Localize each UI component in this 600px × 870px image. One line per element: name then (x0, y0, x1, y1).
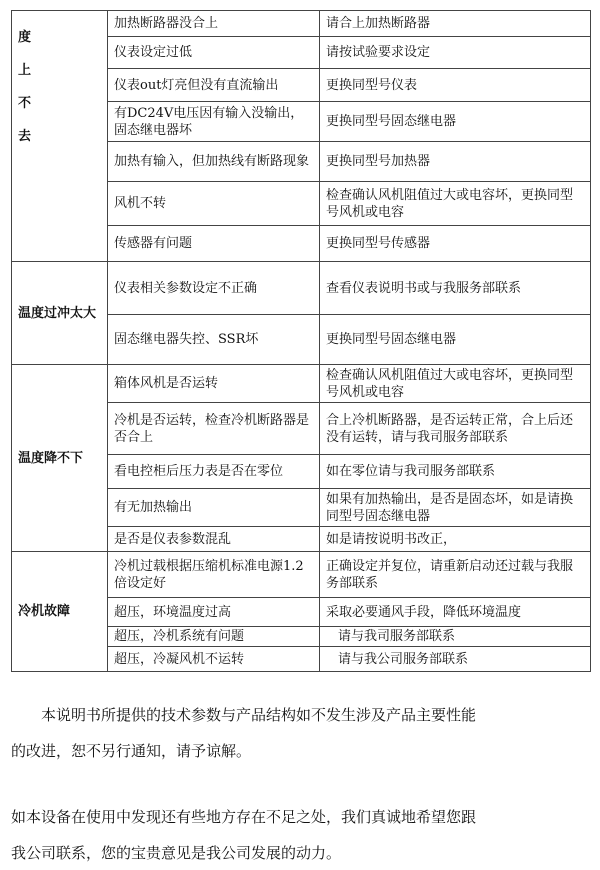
solution-cell: 更换同型号传感器 (320, 226, 591, 262)
solution-cell: 如在零位请与我司服务部联系 (320, 455, 591, 489)
cause-cell: 加热有输入，但加热线有断路现象 (108, 142, 320, 182)
category-temp-not-falling: 温度降不下 (12, 365, 108, 552)
solution-cell: 请与我司服务部联系 (320, 627, 591, 647)
category-char: 不 (18, 96, 32, 111)
solution-cell: 采取必要通风手段，降低环境温度 (320, 598, 591, 627)
category-char: 去 (18, 129, 32, 144)
cause-cell: 仪表out灯亮但没有直流输出 (108, 69, 320, 102)
category-char: 度 (18, 30, 32, 45)
cause-cell: 看电控柜后压力表是否在零位 (108, 455, 320, 489)
category-char: 上 (18, 63, 32, 78)
note-paragraph-2-line-1: 如本设备在使用中发现还有些地方存在不足之处，我们真诚地希望您跟 (11, 808, 477, 826)
solution-cell: 合上冷机断路器，是否运转正常，合上后还没有运转，请与我司服务部联系 (320, 403, 591, 455)
cause-cell: 冷机是否运转，检查冷机断路器是否合上 (108, 403, 320, 455)
cause-cell: 风机不转 (108, 182, 320, 226)
solution-cell: 请与我公司服务部联系 (320, 647, 591, 672)
solution-cell: 检查确认风机阻值过大或电容坏，更换同型号风机或电容 (320, 365, 591, 403)
cause-cell: 超压，环境温度过高 (108, 598, 320, 627)
table-row (12, 365, 591, 403)
cause-cell: 有DC24V电压因有输入没输出，固态继电器坏 (108, 102, 320, 142)
solution-cell: 正确设定并复位，请重新启动还过载与我服务部联系 (320, 552, 591, 598)
cause-cell: 传感器有问题 (108, 226, 320, 262)
cause-cell: 箱体风机是否运转 (108, 365, 320, 403)
troubleshooting-table (11, 10, 591, 672)
category-temp-not-rising (12, 11, 108, 262)
cause-cell: 仪表相关参数设定不正确 (108, 262, 320, 315)
solution-cell: 检查确认风机阻值过大或电容坏，更换同型号风机或电容 (320, 182, 591, 226)
cause-cell: 加热断路器没合上 (108, 11, 320, 37)
cause-cell: 超压，冷凝风机不运转 (108, 647, 320, 672)
category-overshoot: 温度过冲太大 (12, 262, 108, 365)
cause-cell: 超压，冷机系统有问题 (108, 627, 320, 647)
cause-cell: 是否是仪表参数混乱 (108, 527, 320, 552)
solution-cell: 如果有加热输出，是否是固态坏，如是请换同型号固态继电器 (320, 489, 591, 527)
note-paragraph-1-line-1: 本说明书所提供的技术参数与产品结构如不发生涉及产品主要性能 (41, 706, 477, 724)
solution-cell: 如是请按说明书改正， (320, 527, 591, 552)
cause-cell: 冷机过载根据压缩机标准电源1.2倍设定好 (108, 552, 320, 598)
solution-cell: 请按试验要求设定 (320, 37, 591, 69)
category-chiller-fault: 冷机故障 (12, 552, 108, 672)
cause-cell: 固态继电器失控、SSR坏 (108, 315, 320, 365)
solution-cell: 更换同型号加热器 (320, 142, 591, 182)
solution-cell: 更换同型号固态继电器 (320, 315, 591, 365)
solution-cell: 请合上加热断路器 (320, 11, 591, 37)
solution-cell: 更换同型号仪表 (320, 69, 591, 102)
note-paragraph-2-line-2: 我公司联系，您的宝贵意见是我公司发展的动力。 (11, 844, 342, 862)
note-paragraph-1-line-2: 的改进，恕不另行通知，请予谅解。 (11, 742, 252, 760)
cause-cell: 仪表设定过低 (108, 37, 320, 69)
table-row (12, 262, 591, 315)
cause-cell: 有无加热输出 (108, 489, 320, 527)
solution-cell: 查看仪表说明书或与我服务部联系 (320, 262, 591, 315)
solution-cell: 更换同型号固态继电器 (320, 102, 591, 142)
table-row (12, 552, 591, 598)
table-row (12, 11, 591, 37)
